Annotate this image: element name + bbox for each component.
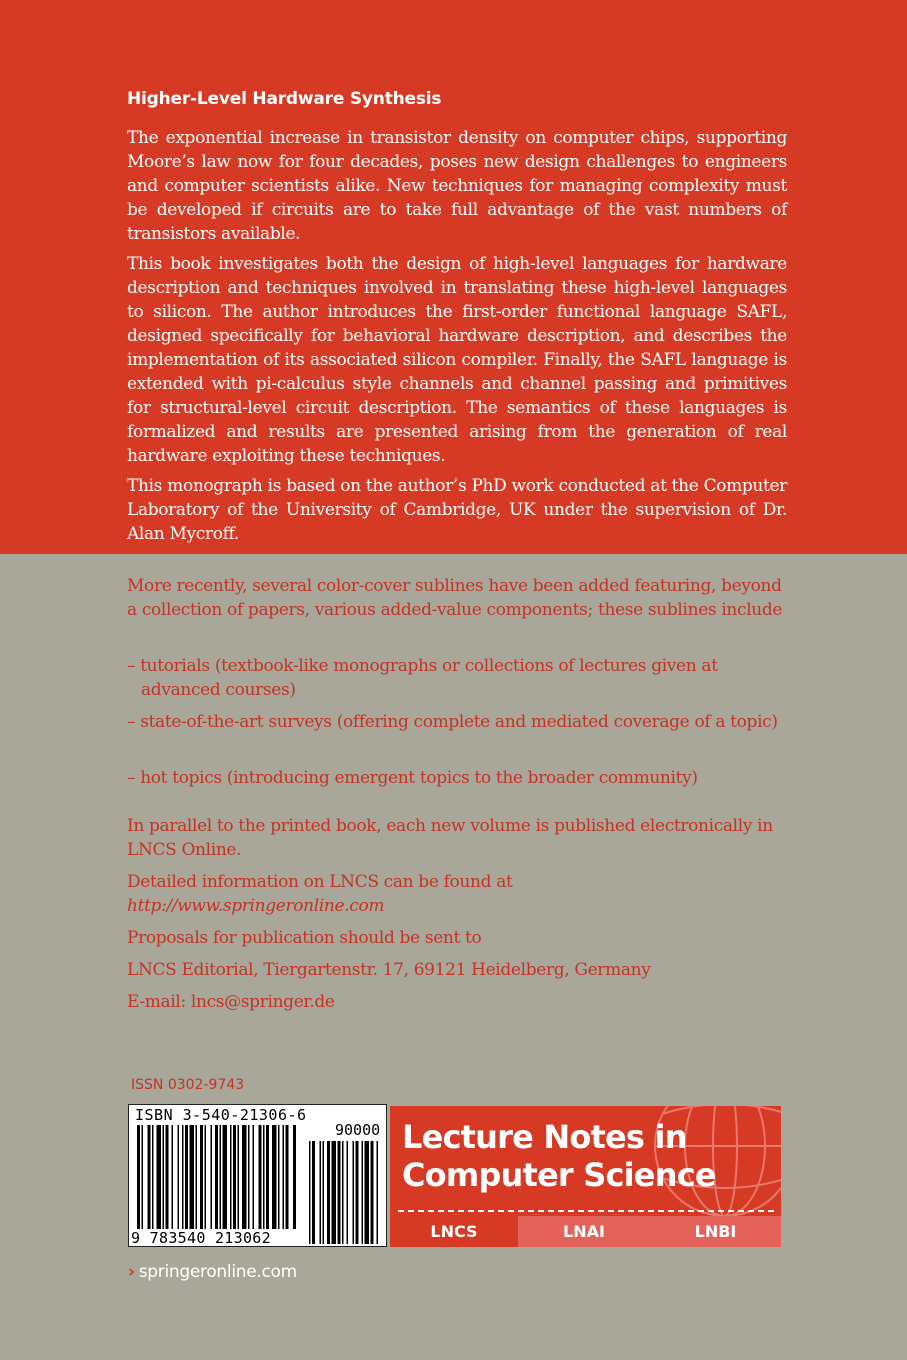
series-tab-lnai: LNAI (518, 1216, 650, 1247)
series-title (402, 1118, 716, 1194)
series-tab-lnbi: LNBI (650, 1216, 781, 1247)
subline-item-surveys: – state-of-the-art surveys (offering complete and mediated coverage of a topic) (127, 712, 778, 732)
publisher-url: springeronline.com (138, 1262, 297, 1282)
subline-item-hot-topics: – hot topics (introducing emergent topics to the broader community) (127, 768, 698, 788)
book-title: Higher-Level Hardware Synthesis (127, 89, 442, 109)
isbn-number: ISBN 3-540-21306-6 (135, 1106, 307, 1124)
summary-paragraph-1: The exponential increase in transistor density on computer chips, supporting Moore’s law now for four decades, poses new design challenges to engineers and computer scientists alike. New techniques for managing complexity must be developed if circuits are to take full advantage of the vast numbers of transistors available. (127, 128, 787, 244)
issn-label: ISSN 0302-9743 (131, 1077, 245, 1093)
online-publication-note: In parallel to the printed book, each new volume is published electronically in LNCS Online. (127, 816, 773, 860)
info-url-link[interactable]: http://www.springeronline.com (127, 896, 385, 916)
subline-item-tutorials: – tutorials (textbook-like monographs or collections of lectures given at advanced courses) (127, 656, 718, 700)
summary-paragraph-3: This monograph is based on the author’s PhD work conducted at the Computer Laboratory of the University of Cambridge, UK under the supervision of Dr. Alan Mycroff. (127, 476, 787, 544)
summary-paragraph-2: This book investigates both the design of high-level languages for hardware description and techniques involved in translating these high-level languages to silicon. The author introduces the first-order functional language SAFL, designed specifically for behavioral hardware description, and describes the implementation of its associated silicon compiler. Finally, the SAFL language is extended with pi-calculus style channels and channel passing and primitives for structural-level circuit description. The semantics of these languages is formalized and results are presented arising from the generation of real hardware exploiting these techniques. (127, 254, 787, 466)
chevron-right-icon: › (128, 1262, 135, 1282)
sublines-intro: More recently, several color-cover sublines have been added featuring, beyond a collection of papers, various added-value components; these sublines include (127, 576, 783, 620)
publisher-link[interactable] (128, 1262, 297, 1282)
series-title-line-2: Computer Science (402, 1156, 716, 1194)
editorial-address: LNCS Editorial, Tiergartenstr. 17, 69121 Heidelberg, Germany (127, 960, 651, 980)
isbn-barcode (128, 1104, 387, 1247)
editorial-email: E-mail: lncs@springer.de (127, 992, 335, 1012)
series-tab-lncs: LNCS (390, 1216, 518, 1247)
series-logo-box (390, 1106, 781, 1247)
info-note: Detailed information on LNCS can be found at (127, 872, 513, 892)
series-title-line-1: Lecture Notes in (402, 1118, 687, 1156)
proposals-note: Proposals for publication should be sent to (127, 928, 482, 948)
ean-number: 9 783540 213062 (131, 1229, 271, 1247)
price-addon-number: 90000 (335, 1121, 381, 1139)
dashed-divider (398, 1210, 774, 1212)
